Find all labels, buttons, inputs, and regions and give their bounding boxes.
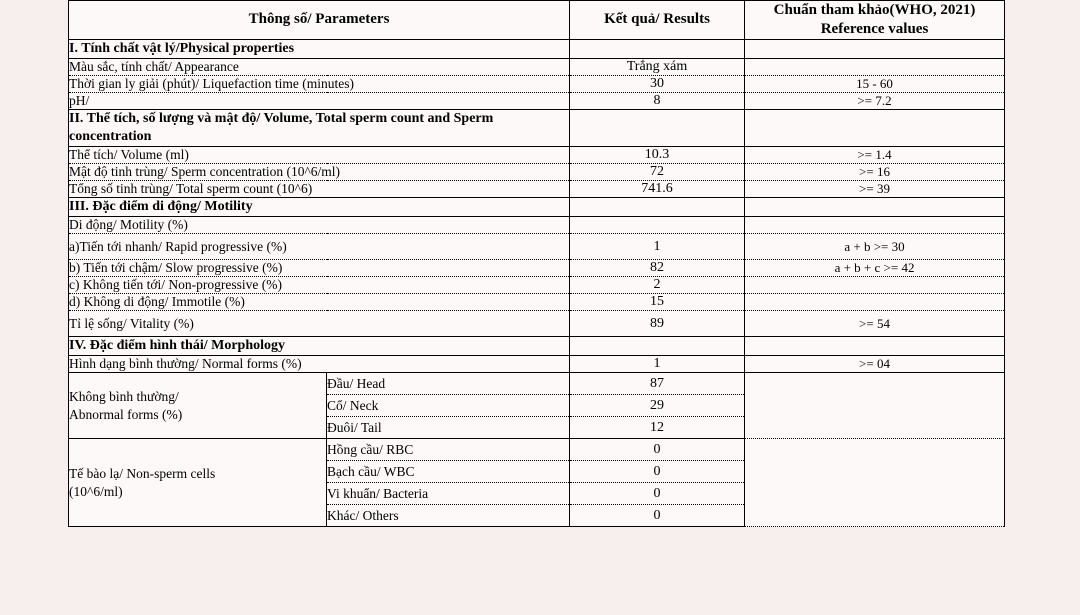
result-slow-progressive: 82	[570, 260, 745, 277]
result-rapid-progressive: 1	[570, 234, 745, 260]
section-spacer-result	[570, 109, 745, 146]
group-label-non-sperm-cells	[69, 439, 327, 527]
group-label-line1: Không bình thường/	[69, 388, 179, 404]
result-ph: 8	[570, 92, 745, 109]
result-motility	[570, 217, 745, 234]
reference-liquefaction-time: 15 - 60	[745, 75, 1005, 92]
result-neck: 29	[570, 395, 745, 417]
param-sperm-concentration: Mật độ tinh trùng/ Sperm concentration (10^6/ml)	[69, 164, 570, 181]
reference-normal-forms: >= 04	[745, 356, 1005, 373]
subitem-rbc: Hồng cầu/ RBC	[327, 439, 570, 461]
table-row	[69, 181, 1005, 198]
param-rapid-progressive: a)Tiến tới nhanh/ Rapid progressive (%)	[69, 234, 570, 260]
reference-volume: >= 1.4	[745, 147, 1005, 164]
header-parameters: Thông số/ Parameters	[69, 1, 570, 40]
header-results: Kết quả/ Results	[570, 1, 745, 40]
results-table	[68, 0, 1005, 527]
table-row	[69, 439, 1005, 461]
param-normal-forms: Hình dạng bình thường/ Normal forms (%)	[69, 356, 570, 373]
subitem-others: Khác/ Others	[327, 505, 570, 527]
section-title-motility: III. Đặc điểm di động/ Motility	[69, 198, 570, 217]
result-total-sperm-count: 741.6	[570, 181, 745, 198]
result-normal-forms: 1	[570, 356, 745, 373]
section-spacer-reference	[745, 39, 1005, 58]
param-liquefaction-time: Thời gian ly giải (phút)/ Liquefaction time (minutes)	[69, 75, 570, 92]
section-spacer-reference	[745, 337, 1005, 356]
result-tail: 12	[570, 417, 745, 439]
semen-analysis-report	[68, 0, 1004, 527]
result-non-progressive: 2	[570, 277, 745, 294]
reference-immotile	[745, 294, 1005, 311]
group-label-abnormal-forms	[69, 373, 327, 439]
result-vitality: 89	[570, 311, 745, 337]
section-spacer-reference	[745, 109, 1005, 146]
table-row	[69, 234, 1005, 260]
result-immotile: 15	[570, 294, 745, 311]
section-spacer-result	[570, 337, 745, 356]
table-row	[69, 294, 1005, 311]
param-motility: Di động/ Motility (%)	[69, 217, 570, 234]
section-title-row	[69, 39, 1005, 58]
table-row	[69, 164, 1005, 181]
table-header-row	[69, 1, 1005, 40]
result-appearance: Trắng xám	[570, 58, 745, 75]
reference-total-sperm-count: >= 39	[745, 181, 1005, 198]
table-row	[69, 311, 1005, 337]
table-row	[69, 260, 1005, 277]
section-title-row	[69, 198, 1005, 217]
table-row	[69, 217, 1005, 234]
section-title-row	[69, 109, 1005, 146]
subitem-head: Đầu/ Head	[327, 373, 570, 395]
param-non-progressive: c) Không tiến tới/ Non-progressive (%)	[69, 277, 570, 294]
result-volume: 10.3	[570, 147, 745, 164]
table-row	[69, 92, 1005, 109]
result-rbc: 0	[570, 439, 745, 461]
header-reference	[745, 1, 1005, 40]
result-head: 87	[570, 373, 745, 395]
reference-sperm-concentration: >= 16	[745, 164, 1005, 181]
result-others: 0	[570, 505, 745, 527]
group-label-line2: (10^6/ml)	[69, 483, 123, 499]
section-title-physical: I. Tính chất vật lý/Physical properties	[69, 39, 570, 58]
reference-non-progressive	[745, 277, 1005, 294]
header-reference-line1: Chuẩn tham khảo(WHO, 2021)	[773, 2, 976, 18]
section-title-row	[69, 337, 1005, 356]
subitem-bacteria: Vi khuẩn/ Bacteria	[327, 483, 570, 505]
param-immotile: d) Không di động/ Immotile (%)	[69, 294, 570, 311]
section-spacer-reference	[745, 198, 1005, 217]
param-vitality: Tỉ lệ sống/ Vitality (%)	[69, 311, 570, 337]
reference-ph: >= 7.2	[745, 92, 1005, 109]
subitem-wbc: Bạch cầu/ WBC	[327, 461, 570, 483]
reference-rapid-progressive: a + b >= 30	[745, 234, 1005, 260]
param-total-sperm-count: Tổng số tinh trùng/ Total sperm count (10^6)	[69, 181, 570, 198]
result-sperm-concentration: 72	[570, 164, 745, 181]
group-label-line1: Tế bào lạ/ Non-sperm cells	[69, 465, 216, 481]
param-slow-progressive: b) Tiến tới chậm/ Slow progressive (%)	[69, 260, 570, 277]
group-label-line2: Abnormal forms (%)	[69, 406, 183, 422]
table-row	[69, 147, 1005, 164]
section-spacer-result	[570, 39, 745, 58]
reference-vitality: >= 54	[745, 311, 1005, 337]
result-liquefaction-time: 30	[570, 75, 745, 92]
param-appearance: Màu sắc, tính chất/ Appearance	[69, 58, 570, 75]
param-ph: pH/	[69, 92, 570, 109]
subitem-neck: Cổ/ Neck	[327, 395, 570, 417]
section-title-morphology: IV. Đặc điểm hình thái/ Morphology	[69, 337, 570, 356]
reference-non-sperm-cells	[745, 439, 1005, 527]
header-reference-line2: Reference values	[820, 20, 929, 37]
table-row	[69, 356, 1005, 373]
reference-motility	[745, 217, 1005, 234]
table-row	[69, 373, 1005, 395]
table-row	[69, 58, 1005, 75]
subitem-tail: Đuôi/ Tail	[327, 417, 570, 439]
table-row	[69, 75, 1005, 92]
result-wbc: 0	[570, 461, 745, 483]
table-row	[69, 277, 1005, 294]
reference-appearance	[745, 58, 1005, 75]
reference-slow-progressive: a + b + c >= 42	[745, 260, 1005, 277]
section-title-volume: II. Thể tích, số lượng và mật độ/ Volume, Total sperm count and Sperm concentration	[69, 109, 570, 146]
section-spacer-result	[570, 198, 745, 217]
reference-abnormal-forms	[745, 373, 1005, 439]
param-volume: Thể tích/ Volume (ml)	[69, 147, 570, 164]
result-bacteria: 0	[570, 483, 745, 505]
